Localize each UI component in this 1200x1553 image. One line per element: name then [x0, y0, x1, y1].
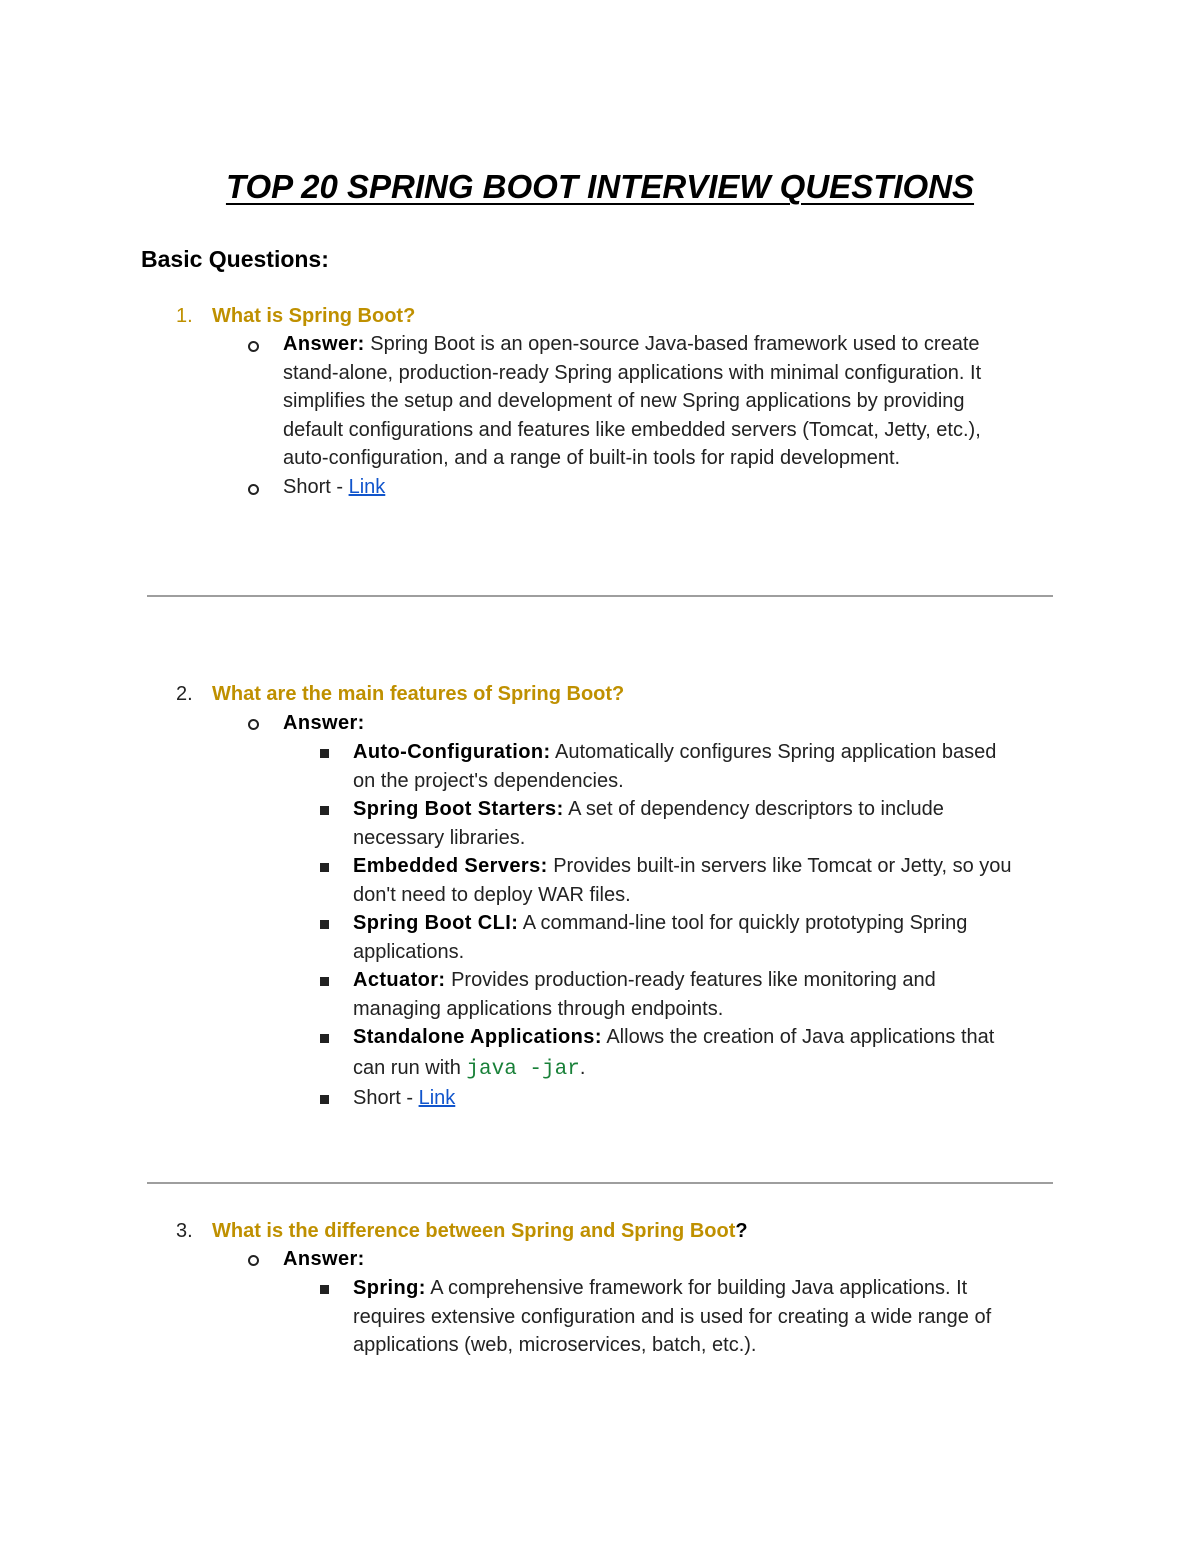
comparison-item	[353, 1274, 1063, 1360]
feature-desc: Automatically configures Spring application based	[555, 741, 997, 763]
square-bullet-icon	[320, 1285, 329, 1294]
feature-name: Spring Boot Starters:	[353, 798, 564, 820]
page-title: TOP 20 SPRING BOOT INTERVIEW QUESTIONS	[225, 168, 975, 205]
question-text	[212, 1217, 748, 1245]
short-link[interactable]: Link	[418, 1087, 456, 1109]
feature-desc: can run with	[353, 1056, 467, 1079]
feature-desc: Provides built-in servers like Tomcat or Jetty, so you	[553, 855, 1012, 877]
question-text: What is Spring Boot?	[212, 305, 416, 327]
square-bullet-icon	[320, 863, 329, 872]
answer-label-row	[283, 1245, 1043, 1274]
feature-desc: Allows the creation of Java applications that	[606, 1026, 995, 1048]
item-name: Spring:	[353, 1277, 426, 1299]
code-snippet: java -jar	[466, 1057, 580, 1081]
feature-desc: don't need to deploy WAR files.	[353, 883, 631, 906]
answer-line: simplifies the setup and development of new Spring applications by providing	[283, 390, 965, 412]
feature-desc: applications.	[353, 940, 465, 963]
feature-desc: necessary libraries.	[353, 826, 526, 849]
item-desc: A comprehensive framework for building Java applications. It	[430, 1277, 968, 1299]
feature-desc: managing applications through endpoints.	[353, 997, 724, 1020]
circle-bullet-icon	[248, 484, 259, 495]
question-mark: ?	[735, 1220, 748, 1242]
answer-label: Answer:	[283, 712, 365, 734]
feature-item	[353, 966, 1063, 1023]
circle-bullet-icon	[248, 341, 259, 352]
short-label: Short -	[353, 1087, 419, 1109]
question-number: 2.	[176, 683, 193, 705]
square-bullet-icon	[320, 1095, 329, 1104]
answer-label-row	[283, 709, 1043, 738]
feature-item	[353, 738, 1063, 795]
feature-item	[353, 1023, 1063, 1084]
feature-desc: on the project's dependencies.	[353, 769, 624, 792]
answer-label: Answer:	[283, 333, 365, 355]
square-bullet-icon	[320, 1034, 329, 1043]
question-number: 3.	[176, 1220, 193, 1242]
circle-bullet-icon	[248, 1255, 259, 1266]
feature-item	[353, 909, 1063, 966]
section-heading: Basic Questions:	[141, 246, 329, 272]
answer-paragraph	[283, 330, 1043, 473]
question-text-main: What is the difference between Spring and Spring Boot	[212, 1220, 736, 1242]
circle-bullet-icon	[248, 719, 259, 730]
question-number: 1.	[176, 305, 193, 327]
section-divider	[147, 595, 1053, 597]
feature-item	[353, 795, 1063, 852]
square-bullet-icon	[320, 749, 329, 758]
feature-desc: A command-line tool for quickly prototyping Spring	[522, 912, 968, 934]
square-bullet-icon	[320, 806, 329, 815]
short-label: Short -	[283, 476, 349, 498]
short-link-row	[283, 473, 1043, 502]
answer-label: Answer:	[283, 1248, 365, 1270]
feature-name: Standalone Applications:	[353, 1026, 602, 1048]
answer-line: Spring Boot is an open-source Java-based framework used to create	[370, 333, 980, 355]
feature-desc: Provides production-ready features like monitoring and	[451, 969, 936, 991]
answer-line: default configurations and features like embedded servers (Tomcat, Jetty, etc.),	[283, 418, 981, 441]
question-text: What are the main features of Spring Boot?	[212, 683, 625, 705]
feature-item	[353, 852, 1063, 909]
item-desc: requires extensive configuration and is used for creating a wide range of	[353, 1305, 992, 1328]
feature-desc: A set of dependency descriptors to include	[568, 798, 944, 820]
answer-line: auto-configuration, and a range of built-in tools for rapid development.	[283, 447, 901, 469]
feature-name: Spring Boot CLI:	[353, 912, 519, 934]
feature-name: Auto-Configuration:	[353, 741, 551, 763]
feature-name: Embedded Servers:	[353, 855, 548, 877]
square-bullet-icon	[320, 977, 329, 986]
item-desc: applications (web, microservices, batch, etc.).	[353, 1334, 757, 1356]
square-bullet-icon	[320, 920, 329, 929]
feature-desc-end: .	[579, 1056, 586, 1079]
feature-name: Actuator:	[353, 969, 446, 991]
short-link[interactable]: Link	[348, 476, 386, 498]
answer-line: stand-alone, production-ready Spring applications with minimal configuration. It	[283, 361, 982, 384]
section-divider	[147, 1182, 1053, 1184]
short-link-row	[353, 1084, 1063, 1113]
